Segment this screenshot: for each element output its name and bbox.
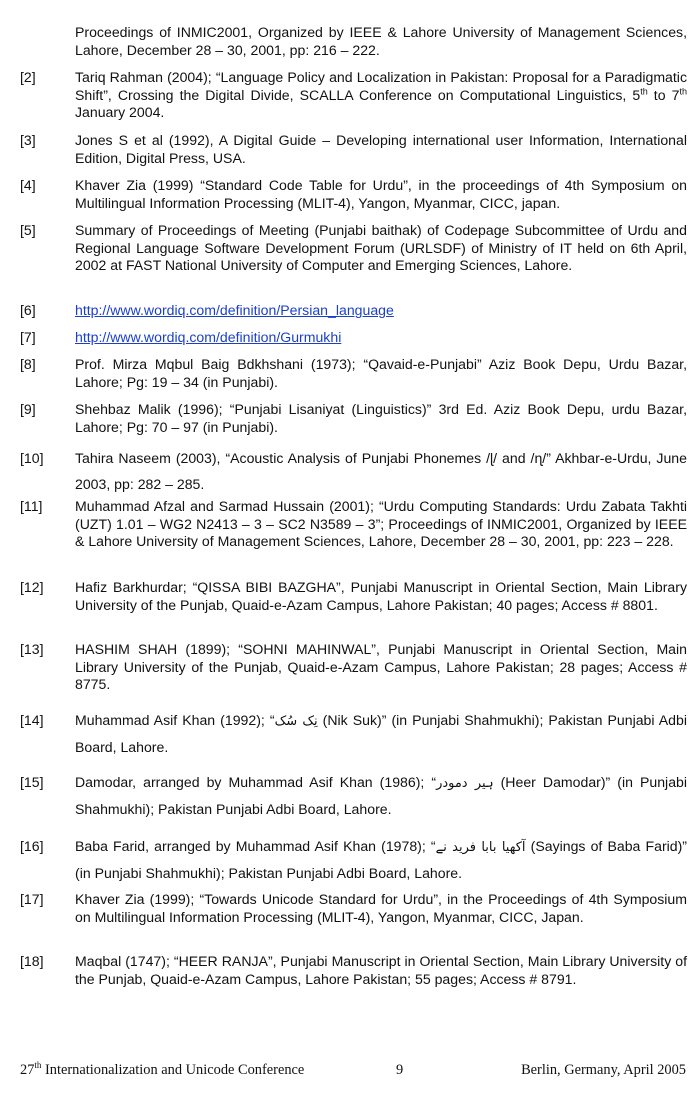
reference-number: [17] xyxy=(20,891,44,907)
reference-text-part: (Sayings of Baba Farid)” (in Punjabi Shahmukhi); Pakistan Punjabi Adbi Board, Lahore. xyxy=(75,838,687,881)
reference-number: [5] xyxy=(20,222,36,238)
footer-text: 27 xyxy=(20,1062,35,1078)
reference-link[interactable]: http://www.wordiq.com/definition/Persian_language xyxy=(75,302,394,318)
reference-number: [6] xyxy=(20,302,36,318)
footer-location-date: Berlin, Germany, April 2005 xyxy=(521,1062,686,1078)
reference-number: [12] xyxy=(20,579,44,595)
reference-number: [3] xyxy=(20,132,36,148)
reference-text: Muhammad Afzal and Sarmad Hussain (2001); “Urdu Computing Standards: Urdu Zabata Takhti (UZT) 1.01 – WG2 N2413 – 3 – SC2 N3589 – 3”; Proceedings of INMIC2001, Organized by IEEE & Lahore University of Management Sciences, Lahore, December 28 – 30, 2001, pp: 223 – 228. xyxy=(75,498,687,550)
reference-number: [2] xyxy=(20,69,36,85)
reference-text: Hafiz Barkhurdar; “QISSA BIBI BAZGHA”, Punjabi Manuscript in Oriental Section, Main Library University of the Punjab, Quaid-e-Azam Campus, Lahore Pakistan; 40 pages; Access # 8801. xyxy=(75,579,687,613)
page-number: 9 xyxy=(396,1062,404,1078)
reference-text xyxy=(75,69,687,122)
reference-link[interactable]: http://www.wordiq.com/definition/Gurmukhi xyxy=(75,329,342,345)
superscript: th xyxy=(640,85,648,96)
reference-number: [8] xyxy=(20,356,36,372)
reference-number: [9] xyxy=(20,401,36,417)
footer-conference xyxy=(20,1062,304,1079)
reference-text xyxy=(75,329,687,347)
reference-continuation: Proceedings of INMIC2001, Organized by IEEE & Lahore University of Management Sciences, Lahore, December 28 – 30, 2001, pp: 216 – 222. xyxy=(75,24,687,58)
reference-text-part: Baba Farid, arranged by Muhammad Asif Khan (1978); “ xyxy=(75,838,436,854)
shahmukhi-title: نِک سُک xyxy=(274,714,318,729)
reference-text: HASHIM SHAH (1899); “SOHNI MAHINWAL”, Punjabi Manuscript in Oriental Section, Main Library University of the Punjab, Quaid-e-Azam Campus, Lahore Pakistan; 28 pages; Access # 8775. xyxy=(75,641,687,693)
reference-text-part: (Nik Suk)” (in Punjabi Shahmukhi); Pakistan Punjabi Adbi Board, Lahore. xyxy=(75,712,687,755)
page-footer xyxy=(0,1062,700,1082)
reference-text: Khaver Zia (1999) “Standard Code Table for Urdu”, in the proceedings of 4th Symposium on Multilingual Information Processing (MLIT-4), Yangon, Myanmar, CICC, japan. xyxy=(75,177,687,211)
shahmukhi-title: آکھیا بابا فرید نے xyxy=(435,840,526,855)
reference-text-part: (Heer Damodar)” (in Punjabi Shahmukhi); Pakistan Punjabi Adbi Board, Lahore. xyxy=(75,774,687,817)
reference-text xyxy=(75,302,687,320)
reference-text xyxy=(75,770,687,822)
superscript: th xyxy=(34,1060,42,1071)
reference-number: [13] xyxy=(20,641,44,657)
footer-text: Internationalization and Unicode Conference xyxy=(41,1062,305,1078)
reference-number: [15] xyxy=(20,774,44,790)
reference-number: [14] xyxy=(20,712,44,728)
reference-text: Khaver Zia (1999); “Towards Unicode Standard for Urdu”, in the Proceedings of 4th Symposium on Multilingual Information Processing (MLIT-4), Yangon, Myanmar, CICC, Japan. xyxy=(75,891,687,925)
shahmukhi-title: ہیر دمودر xyxy=(436,776,494,791)
reference-text xyxy=(75,834,687,886)
reference-text-part: to 7 xyxy=(647,86,680,103)
reference-text: Shehbaz Malik (1996); “Punjabi Lisaniyat (Linguistics)” 3rd Ed. Aziz Book Depu, urdu Bazar, Lahore; Pg: 70 – 97 (in Punjabi). xyxy=(75,401,687,435)
reference-number: [18] xyxy=(20,953,44,969)
superscript: th xyxy=(679,85,687,96)
reference-number: [7] xyxy=(20,329,36,345)
reference-number: [16] xyxy=(20,838,44,854)
reference-text: Jones S et al (1992), A Digital Guide – Developing international user Information, International Edition, Digital Press, USA. xyxy=(75,132,687,166)
reference-text: Maqbal (1747); “HEER RANJA”, Punjabi Manuscript in Oriental Section, Main Library University of the Punjab, Quaid-e-Azam Campus, Lahore Pakistan; 55 pages; Access # 8791. xyxy=(75,953,687,987)
reference-number: [10] xyxy=(20,450,44,466)
reference-text: Summary of Proceedings of Meeting (Punjabi baithak) of Codepage Subcommittee of Urdu and Regional Language Software Development Forum (URLSDF) of Ministry of IT held on 6th April, 2002 at FAST National University of Computer and Emerging Sciences, Lahore. xyxy=(75,222,687,274)
reference-text-part: Muhammad Asif Khan (1992); “ xyxy=(75,712,275,728)
reference-text xyxy=(75,708,687,760)
reference-number: [4] xyxy=(20,177,36,193)
reference-text-part: Damodar, arranged by Muhammad Asif Khan (1986); “ xyxy=(75,774,437,790)
reference-text-part: Tariq Rahman (2004); “Language Policy and Localization in Pakistan: Proposal for a Paradigmatic Shift”, Crossing the Digital Divide, SCALLA Conference on Computational Linguistics, 5 xyxy=(75,69,687,103)
reference-text: Prof. Mirza Mqbul Baig Bdkhshani (1973); “Qavaid-e-Punjabi” Aziz Book Depu, Urdu Bazar, Lahore; Pg: 19 – 34 (in Punjabi). xyxy=(75,356,687,390)
reference-number: [11] xyxy=(20,498,43,514)
reference-text: Tahira Naseem (2003), “Acoustic Analysis of Punjabi Phonemes /ɭ/ and /ɳ/” Akhbar-e-Urdu, June 2003, pp: 282 – 285. xyxy=(75,450,687,492)
reference-text-part: January 2004. xyxy=(75,104,165,121)
